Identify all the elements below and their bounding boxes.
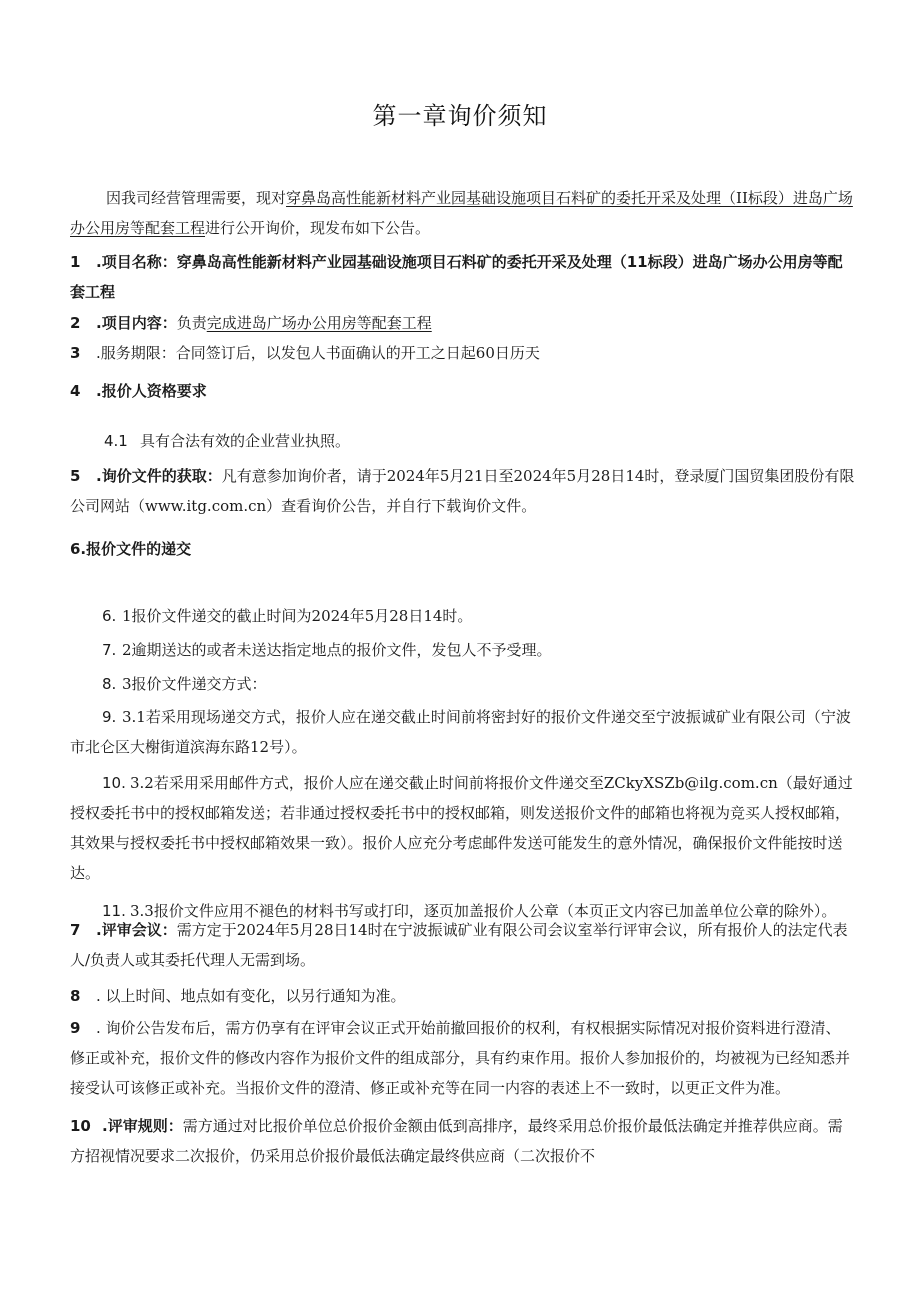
- sub-item-number: 11.: [102, 902, 126, 920]
- item-label: .评审规则：: [102, 1117, 183, 1135]
- sub-item-text: 3.2若采用采用邮件方式，报价人应在递交截止时间前将报价文件递交至ZCkyXSZb@ilg.com.cn（最好通过授权委托书中的授权邮箱发送；若非通过授权委托书中的授权邮箱，则发送报价文件的邮箱也将视为竞买人授权邮箱，其效果与授权委托书中授权邮箱效果一致）。报价人应充分考虑邮件发送可能发生的意外情况，确保报价文件能按时送达。: [70, 774, 853, 882]
- item-text: . 询价公告发布后，需方仍享有在评审会议正式开始前撤回报价的权利，有权根据实际情况对报价资料进行澄清、修正或补充，报价文件的修改内容作为报价文件的组成部分，具有约束作用。报价人参加报价的，均被视为已经知悉并接受认可该修正或补充。当报价文件的澄清、修正或补充等在同一内容的表述上不一致时，以更正文件为准。: [70, 1019, 851, 1097]
- item-4: [70, 376, 855, 406]
- intro-paragraph: [70, 183, 855, 243]
- item-number: 3: [70, 344, 81, 362]
- item-7: [70, 915, 855, 975]
- item-number: 7: [70, 921, 81, 939]
- item-text: 完成进岛广场办公用房等配套工程: [206, 314, 432, 332]
- item-9: [70, 1013, 855, 1103]
- item-label: .询价文件的获取：: [96, 467, 222, 485]
- item-number: 9: [70, 1019, 81, 1037]
- item-label: .项目内容：: [96, 314, 177, 332]
- sub-item-10: [70, 768, 855, 888]
- item-text: . 以上时间、地点如有变化，以另行通知为准。: [96, 987, 406, 1005]
- item-number: 4.1: [104, 432, 128, 450]
- sub-item-9: [70, 702, 855, 762]
- sub-item-number: 6.: [102, 607, 117, 625]
- sub-item-number: 7.: [102, 641, 117, 659]
- sub-item-text: 3.1若采用现场递交方式，报价人应在递交截止时间前将密封好的报价文件递交至宁波振诚矿业有限公司（宁波市北仑区大榭街道滨海东路12号）。: [70, 708, 851, 756]
- sub-item-number: 10.: [102, 774, 126, 792]
- sub-item-7: [70, 635, 855, 665]
- item-label: .评审会议：: [96, 921, 177, 939]
- item-prefix: 负责: [176, 314, 207, 332]
- item-8: [70, 981, 855, 1011]
- sub-item-6: [70, 601, 855, 631]
- sub-item-text: 1报价文件递交的截止时间为2024年5月28日14时。: [122, 607, 473, 625]
- sub-item-text: 2逾期送达的或者未送达指定地点的报价文件，发包人不予受理。: [122, 641, 552, 659]
- item-number: 1: [70, 253, 81, 271]
- item-6-heading: 6.报价文件的递交: [70, 540, 192, 558]
- item-text: .服务期限：合同签订后，以发包人书面确认的开工之日起60日历天: [96, 344, 540, 362]
- sub-item-text: 3报价文件递交方式：: [122, 675, 267, 693]
- sub-item-number: 8.: [102, 675, 117, 693]
- item-5: [70, 461, 855, 521]
- sub-item-8: [70, 669, 855, 699]
- intro-before: 因我司经营管理需要，现对: [106, 189, 287, 207]
- item-1: [70, 247, 855, 307]
- item-text: 需方通过对比报价单位总价报价金额由低到高排序，最终采用总价报价最低法确定并推荐供应商。需方招视情况要求二次报价，仍采用总价报价最低法确定最终供应商（二次报价不: [70, 1117, 843, 1165]
- item-number: 4: [70, 382, 81, 400]
- item-number: 8: [70, 987, 81, 1005]
- item-3: [70, 338, 855, 368]
- item-number: 10: [70, 1117, 91, 1135]
- item-4-1: [70, 426, 855, 456]
- item-label: .报价人资格要求: [96, 382, 207, 400]
- item-text: 需方定于2024年5月28日14时在宁波振诚矿业有限公司会议室举行评审会议，所有报价人的法定代表人/负责人或其委托代理人无需到场。: [70, 921, 848, 969]
- item-2: [70, 308, 855, 338]
- sub-item-number: 9.: [102, 708, 117, 726]
- page-title: 第一章询价须知: [372, 102, 548, 130]
- intro-after: 进行公开询价，现发布如下公告。: [205, 219, 431, 237]
- item-number: 5: [70, 467, 81, 485]
- intro-project-name: 穿鼻岛高性能新材料产业园基础设施项目石料矿的委托开采及处理（II标段）进岛广场办公用房等配套工程: [70, 189, 853, 237]
- item-text: 凡有意参加询价者，请于2024年5月21日至2024年5月28日14时，登录厦门国贸集团股份有限公司网站（www.itg.com.cn）查看询价公告，并自行下载询价文件。: [70, 467, 855, 515]
- item-label: .项目名称：: [96, 253, 177, 271]
- item-number: 2: [70, 314, 81, 332]
- item-10: [70, 1111, 855, 1171]
- item-text: 具有合法有效的企业营业执照。: [140, 432, 351, 450]
- sub-item-text: 3.3报价文件应用不褪色的材料书写或打印，逐页加盖报价人公章（本页正文内容已加盖单位公章的除外）。: [130, 902, 837, 920]
- item-text: 穿鼻岛高性能新材料产业园基础设施项目石料矿的委托开采及处理（11标段）进岛广场办公用房等配套工程: [70, 253, 843, 301]
